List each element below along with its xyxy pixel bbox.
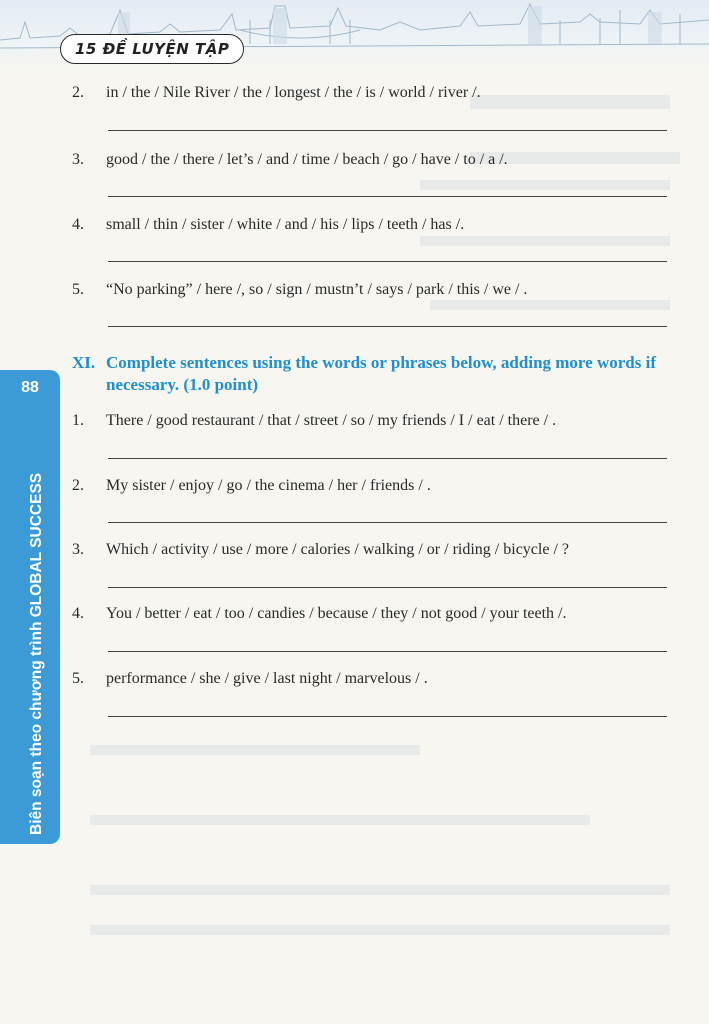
item-number: 4. [72, 216, 84, 233]
item-prompt: There / good restaurant / that / street / so / my friends / I / eat / there / . [106, 412, 557, 429]
sidebar-book-title: Biên soạn theo chương trình GLOBAL SUCCESS [28, 472, 45, 835]
answer-line[interactable] [108, 196, 667, 197]
item-prompt: You / better / eat / too / candies / because / they / not good / your teeth /. [106, 605, 567, 622]
item-prompt: Which / activity / use / more / calories / walking / or / riding / bicycle / ? [106, 541, 569, 558]
item-number: 3. [72, 151, 84, 168]
answer-line[interactable] [108, 651, 667, 652]
item-number: 4. [72, 605, 84, 622]
item-number: 5. [72, 281, 84, 298]
item-prompt: in / the / Nile River / the / longest / the / is / world / river /. [106, 84, 481, 101]
item-number: 3. [72, 541, 84, 558]
answer-line[interactable] [108, 261, 667, 262]
item-number: 2. [72, 477, 84, 494]
item-prompt: good / the / there / let’s / and / time / beach / go / have / to / a /. [106, 151, 508, 168]
answer-line[interactable] [108, 326, 667, 327]
item-number: 5. [72, 670, 84, 687]
item-prompt: performance / she / give / last night / marvelous / . [106, 670, 428, 687]
answer-line[interactable] [108, 458, 667, 459]
answer-line[interactable] [108, 587, 667, 588]
item-prompt: “No parking” / here /, so / sign / mustn’t / says / park / this / we / . [106, 281, 528, 298]
answer-line[interactable] [108, 130, 667, 131]
section-number: XI. [72, 353, 96, 372]
book-series-tag: 15 ĐỀ LUYỆN TẬP [60, 34, 244, 64]
item-number: 1. [72, 412, 84, 429]
item-number: 2. [72, 84, 84, 101]
item-prompt: small / thin / sister / white / and / his / lips / teeth / has /. [106, 216, 465, 233]
page-number: 88 [21, 379, 39, 396]
answer-line[interactable] [108, 522, 667, 523]
item-prompt: My sister / enjoy / go / the cinema / her / friends / . [106, 477, 431, 494]
section-instructions: Complete sentences using the words or phrases below, adding more words if necessary. (1.0 point) [106, 353, 656, 394]
answer-line[interactable] [108, 716, 667, 717]
